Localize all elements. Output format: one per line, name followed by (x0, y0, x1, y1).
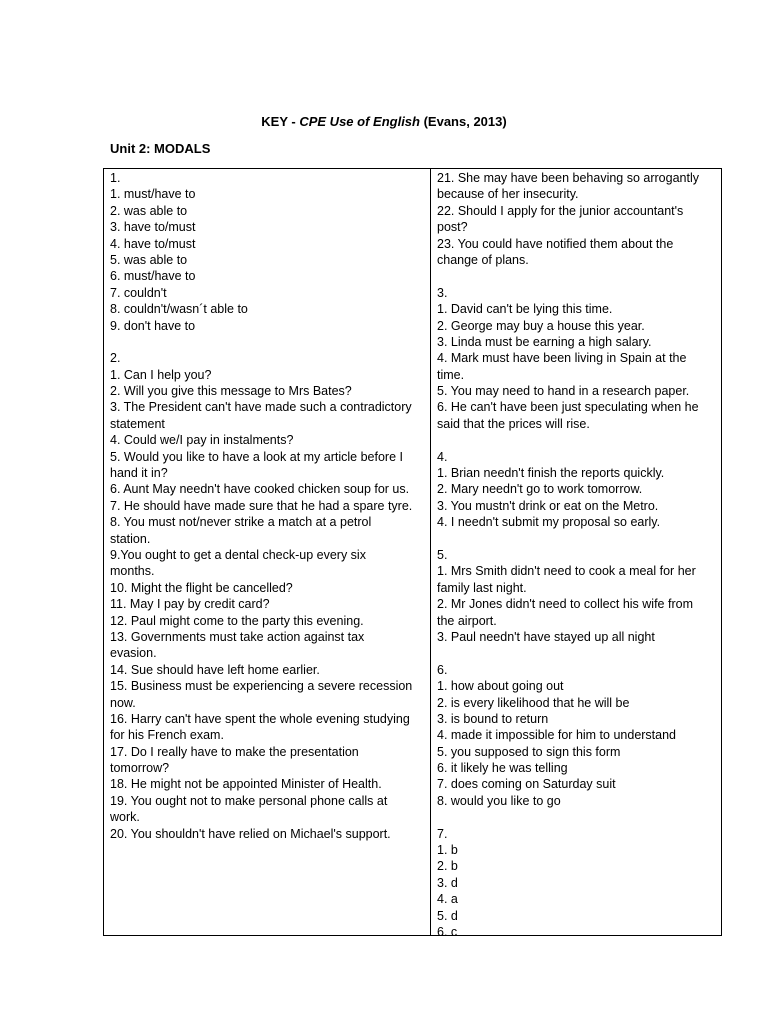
answer-line: post? (437, 220, 468, 235)
answer-line: 4. Mark must have been living in Spain at the (437, 351, 687, 366)
answer-line: 2. Mr Jones didn't need to collect his wife from (437, 597, 693, 612)
answer-line: 5. You may need to hand in a research paper. (437, 384, 690, 399)
answer-line: evasion. (110, 646, 157, 661)
answer-line: 5. Would you like to have a look at my article before I (110, 449, 403, 464)
unit-heading: Unit 2: MODALS (110, 141, 211, 156)
answer-line: 9. don't have to (110, 318, 196, 333)
answer-line: 1. Brian needn't finish the reports quickly. (437, 466, 665, 481)
answer-line: 1. David can't be lying this time. (437, 302, 613, 317)
answer-line: 5. was able to (110, 252, 188, 267)
answer-line: 3. Paul needn't have stayed up all night (437, 629, 655, 644)
answer-line: work. (110, 810, 140, 825)
answer-line: 19. You ought not to make personal phone calls at (110, 793, 388, 808)
answer-line: 1. (110, 171, 121, 185)
answer-line: time. (437, 367, 465, 382)
answer-line: 3. You mustn't drink or eat on the Metro. (437, 498, 659, 513)
answer-line (110, 334, 424, 350)
answer-line: said that the prices will rise. (437, 416, 590, 431)
answer-line: 6. must/have to (110, 269, 196, 284)
answer-line: 3. Linda must be earning a high salary. (437, 334, 652, 349)
answer-line: 3. have to/must (110, 220, 196, 235)
answer-line: 3. The President can't have made such a contradictory (110, 400, 412, 415)
answer-line: 7. does coming on Saturday suit (437, 777, 616, 792)
answer-line: 7. (437, 826, 448, 841)
answer-line: 6. Aunt May needn't have cooked chicken soup for us. (110, 482, 410, 497)
page-title (0, 113, 768, 131)
answer-line: 23. You could have notified them about the (437, 236, 674, 251)
answer-line: for his French exam. (110, 728, 224, 743)
answer-line: 4. have to/must (110, 236, 196, 251)
answer-line: 20. You shouldn't have relied on Michael's support. (110, 826, 391, 841)
answer-line: 15. Business must be experiencing a severe recession (110, 679, 413, 694)
answer-line: 5. you supposed to sign this form (437, 744, 621, 759)
answer-line: 7. He should have made sure that he had a spare tyre. (110, 498, 413, 513)
answer-line: 21. She may have been behaving so arrogantly (437, 171, 699, 185)
answer-line: hand it in? (110, 466, 168, 481)
title-suffix: (Evans, 2013) (419, 114, 507, 129)
answer-line: 22. Should I apply for the junior accountant's (437, 203, 684, 218)
answer-line: 5. (437, 547, 448, 562)
answer-line: 13. Governments must take action against tax (110, 629, 365, 644)
answer-line: 6. He can't have been just speculating when he (437, 400, 699, 415)
answer-line: 2. Will you give this message to Mrs Bates? (110, 384, 352, 399)
answer-line: now. (110, 695, 136, 710)
answer-line: 4. made it impossible for him to understand (437, 728, 677, 743)
answer-line: 2. is every likelihood that he will be (437, 695, 630, 710)
answer-line: the airport. (437, 613, 497, 628)
answer-line: 6. it likely he was telling (437, 761, 568, 776)
answer-line: 2. Mary needn't go to work tomorrow. (437, 482, 643, 497)
answer-line: 9.You ought to get a dental check-up every six (110, 547, 366, 562)
answer-line: 4. a (437, 892, 458, 907)
answer-line: tomorrow? (110, 761, 170, 776)
answer-line: 2. George may buy a house this year. (437, 318, 645, 333)
answer-line: 1. Can I help you? (110, 367, 212, 382)
answer-line: family last night. (437, 580, 527, 595)
answer-line: 5. d (437, 908, 458, 923)
left-column (104, 169, 431, 935)
answer-line: 18. He might not be appointed Minister of Health. (110, 777, 382, 792)
answer-key-table (103, 168, 722, 936)
answer-line: 11. May I pay by credit card? (110, 597, 270, 612)
answer-line (437, 809, 715, 825)
answer-line: because of her insecurity. (437, 187, 579, 202)
answer-line: change of plans. (437, 252, 529, 267)
answer-line (437, 645, 715, 661)
title-book-name: CPE Use of English (299, 114, 420, 129)
answer-line: 8. couldn't/wasn´t able to (110, 302, 248, 317)
answer-line: 12. Paul might come to the party this evening. (110, 613, 364, 628)
answer-line: 3. is bound to return (437, 711, 549, 726)
answer-line: 16. Harry can't have spent the whole evening studying (110, 711, 410, 726)
answer-line: 4. Could we/I pay in instalments? (110, 433, 294, 448)
answer-line: 6. (437, 662, 448, 677)
answer-line: 1. must/have to (110, 187, 196, 202)
answer-line: 10. Might the flight be cancelled? (110, 580, 293, 595)
answer-line: 1. Mrs Smith didn't need to cook a meal for her (437, 564, 696, 579)
answer-line: 14. Sue should have left home earlier. (110, 662, 320, 677)
answer-line: 7. couldn't (110, 285, 167, 300)
answer-line: 2. was able to (110, 203, 188, 218)
answer-line: 17. Do I really have to make the presentation (110, 744, 359, 759)
right-column (431, 169, 721, 935)
answer-line: 2. (110, 351, 121, 366)
answer-line: 8. You must not/never strike a match at a petrol (110, 515, 372, 530)
answer-line: 2. b (437, 859, 458, 874)
answer-line: statement (110, 416, 165, 431)
answer-line (437, 432, 715, 448)
answer-line (437, 268, 715, 284)
answer-line: 4. I needn't submit my proposal so early. (437, 515, 661, 530)
answer-line: 3. (437, 285, 448, 300)
answer-line: station. (110, 531, 151, 546)
answer-line: 1. how about going out (437, 679, 564, 694)
answer-line: 1. b (437, 843, 458, 858)
answer-line: 6. c (437, 924, 458, 935)
answer-line: 8. would you like to go (437, 793, 561, 808)
answer-line (437, 531, 715, 547)
title-prefix: KEY - (261, 114, 300, 129)
answer-line: months. (110, 564, 155, 579)
answer-line: 3. d (437, 875, 458, 890)
answer-line: 4. (437, 449, 448, 464)
